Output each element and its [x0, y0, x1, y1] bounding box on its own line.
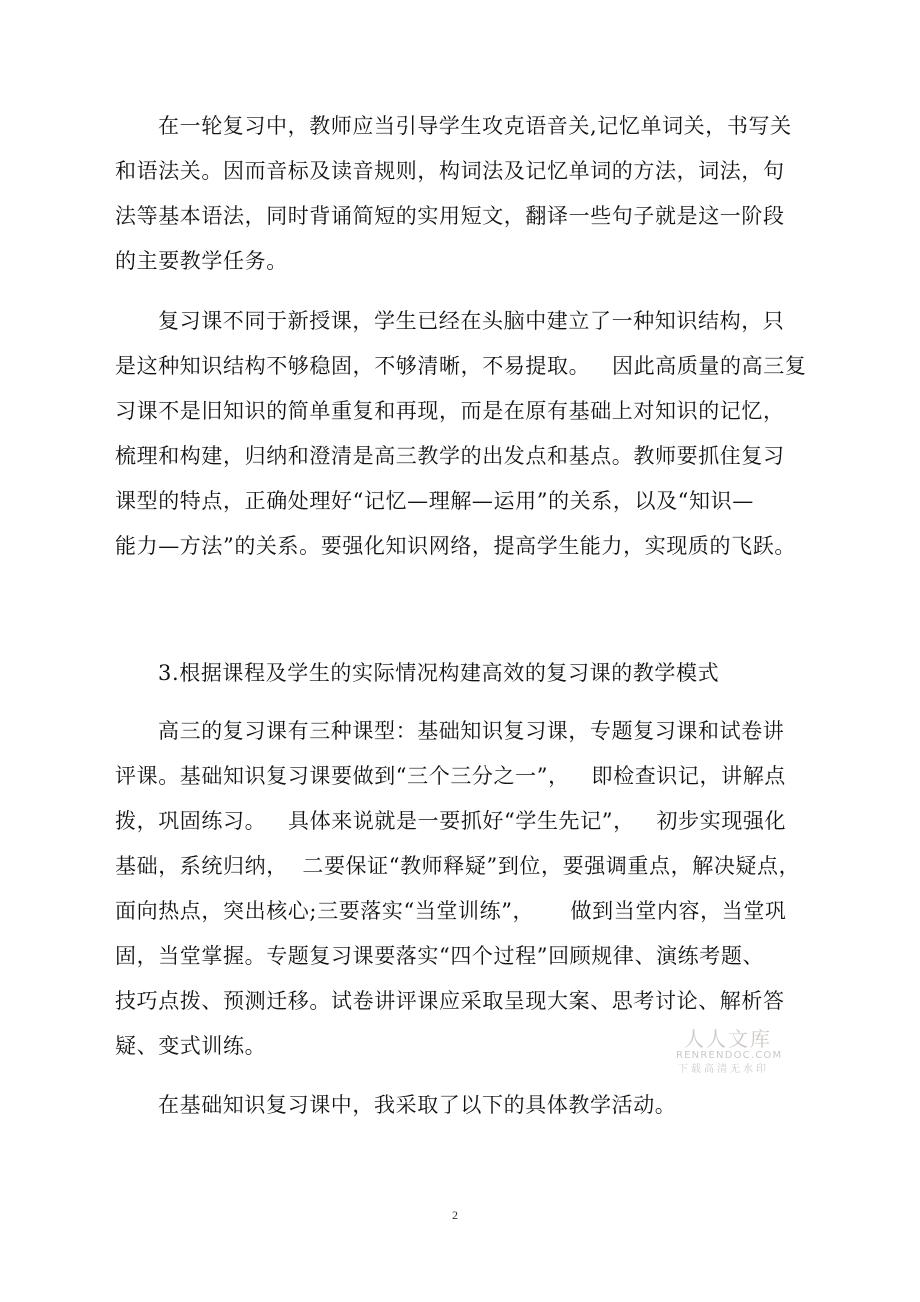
text-line: 课型的特点，正确处理好“记忆—理解—运用”的关系，以及“知识—: [115, 489, 754, 513]
text-line: 固，当堂掌握。专题复习课要落实“四个过程”回顾规律、演练考题、: [115, 944, 765, 968]
text-line: 法等基本语法，同时背诵简短的实用短文，翻译一些句子就是这一阶段: [115, 204, 785, 228]
text-line: 在一轮复习中，教师应当引导学生攻克语音关,记忆单词关，书写关: [158, 114, 792, 138]
text-line: 高三的复习课有三种课型：基础知识复习课，专题复习课和试卷讲: [158, 719, 785, 743]
page-number: 2: [452, 1208, 458, 1222]
text-line: 基础，系统归纳， 二要保证“教师释疑”到位，要强调重点，解决疑点，: [115, 854, 801, 878]
text-line: 复习课不同于新授课，学生已经在头脑中建立了一种知识结构，只: [158, 309, 785, 333]
text-line: 疑、变式训练。: [115, 1034, 267, 1058]
text-line: 面向热点，突出核心;三要落实“当堂训练”， 做到当堂内容，当堂巩: [115, 899, 787, 923]
text-line: 能力—方法”的关系。要强化知识网络，提高学生能力，实现质的飞跃。: [115, 534, 796, 558]
text-line: 和语法关。因而音标及读音规则，构词法及记忆单词的方法，词法，句: [115, 159, 785, 183]
text-line: 习课不是旧知识的简单重复和再现，而是在原有基础上对知识的记忆，: [115, 399, 785, 423]
watermark-url: RENRENDOC.COM: [676, 1050, 783, 1061]
text-line: 的主要教学任务。: [115, 249, 288, 273]
watermark-logo: [676, 1027, 786, 1080]
section-heading: 3.根据课程及学生的实际情况构建高效的复习课的教学模式: [158, 661, 720, 685]
text-line: 拨，巩固练习。 具体来说就是一要抓好“学生先记”， 初步实现强化: [115, 809, 787, 833]
text-line: 在基础知识复习课中，我采取了以下的具体教学活动。: [158, 1093, 677, 1117]
text-line: 评课。基础知识复习课要做到“三个三分之一”， 即检查识记，讲解点: [115, 764, 786, 788]
text-line: 梳理和构建，归纳和澄清是高三教学的出发点和基点。教师要抓住复习: [115, 444, 785, 468]
text-line: 技巧点拨、预测迁移。试卷讲评课应采取呈现大案、思考讨论、解析答: [115, 989, 785, 1013]
text-line: 是这种知识结构不够稳固，不够清晰，不易提取。 因此高质量的高三复: [115, 354, 807, 378]
watermark-slogan: 下载高清无水印: [678, 1064, 769, 1075]
watermark-title: 人人文库: [684, 1027, 772, 1051]
